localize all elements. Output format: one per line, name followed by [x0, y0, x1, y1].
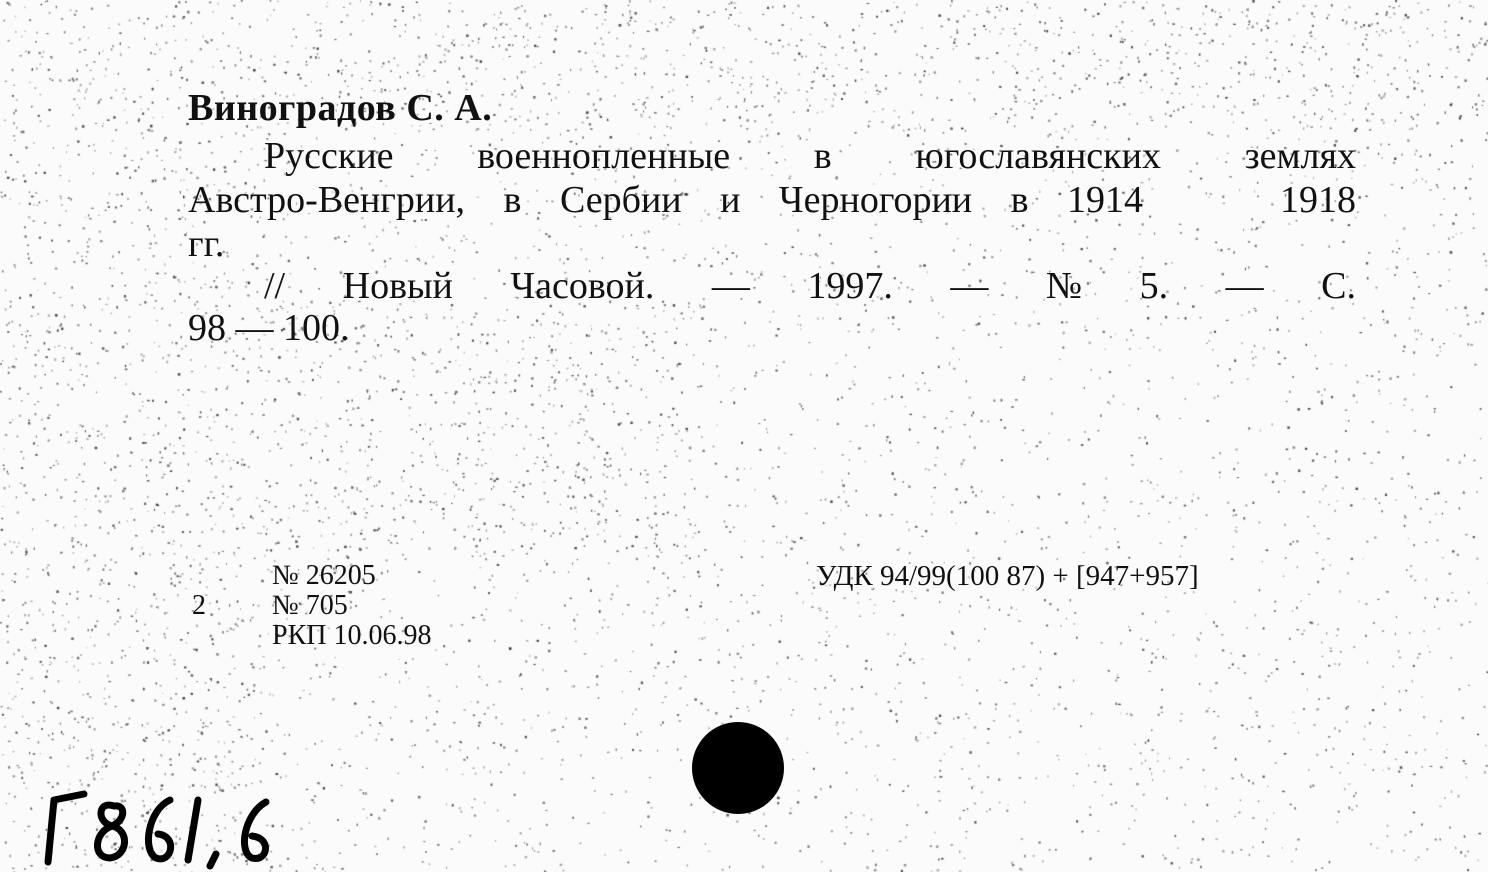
title-word: Австро-Венгрии, [188, 179, 466, 221]
title-word: военнопленные [477, 135, 731, 177]
title-word: 1918 [1279, 179, 1356, 221]
punch-hole [692, 722, 784, 814]
title-word: Русские [264, 135, 394, 177]
source-part: С. [1321, 265, 1356, 307]
source-part: // [264, 265, 286, 307]
card-number: 2 [192, 590, 206, 621]
source-part: — [1225, 265, 1264, 307]
title-word: землях [1244, 135, 1356, 177]
accession-number-1: № 26205 [272, 560, 376, 591]
author-name: Виноградов С. А. [188, 87, 493, 129]
title-word: в [503, 179, 522, 221]
dash-gap [1182, 178, 1242, 222]
title-line-3: гг. [188, 223, 225, 265]
source-part: — [950, 265, 989, 307]
title-word: в [1010, 179, 1029, 221]
handwritten-shelfmark [40, 770, 280, 870]
source-line [188, 264, 1356, 308]
source-part: Новый [342, 265, 453, 307]
source-part: — [711, 265, 750, 307]
title-word: Черногории [778, 179, 973, 221]
accession-number-2: № 705 [272, 590, 348, 621]
rkp-date: РКП 10.06.98 [272, 620, 432, 651]
title-line-1 [188, 134, 1356, 178]
title-line-2 [188, 178, 1356, 222]
source-part: № [1045, 265, 1083, 307]
source-part: 1997. [807, 265, 893, 307]
title-word: югославянских [915, 135, 1161, 177]
title-word: 1914 [1067, 179, 1144, 221]
page-range: 98 — 100. [188, 307, 350, 349]
title-word: Сербии [559, 179, 682, 221]
title-word: и [720, 179, 741, 221]
title-word: в [813, 135, 832, 177]
source-part: 5. [1139, 265, 1169, 307]
source-part: Часовой. [510, 265, 655, 307]
udk-classification: УДК 94/99(100 87) + [947+957] [816, 560, 1199, 592]
